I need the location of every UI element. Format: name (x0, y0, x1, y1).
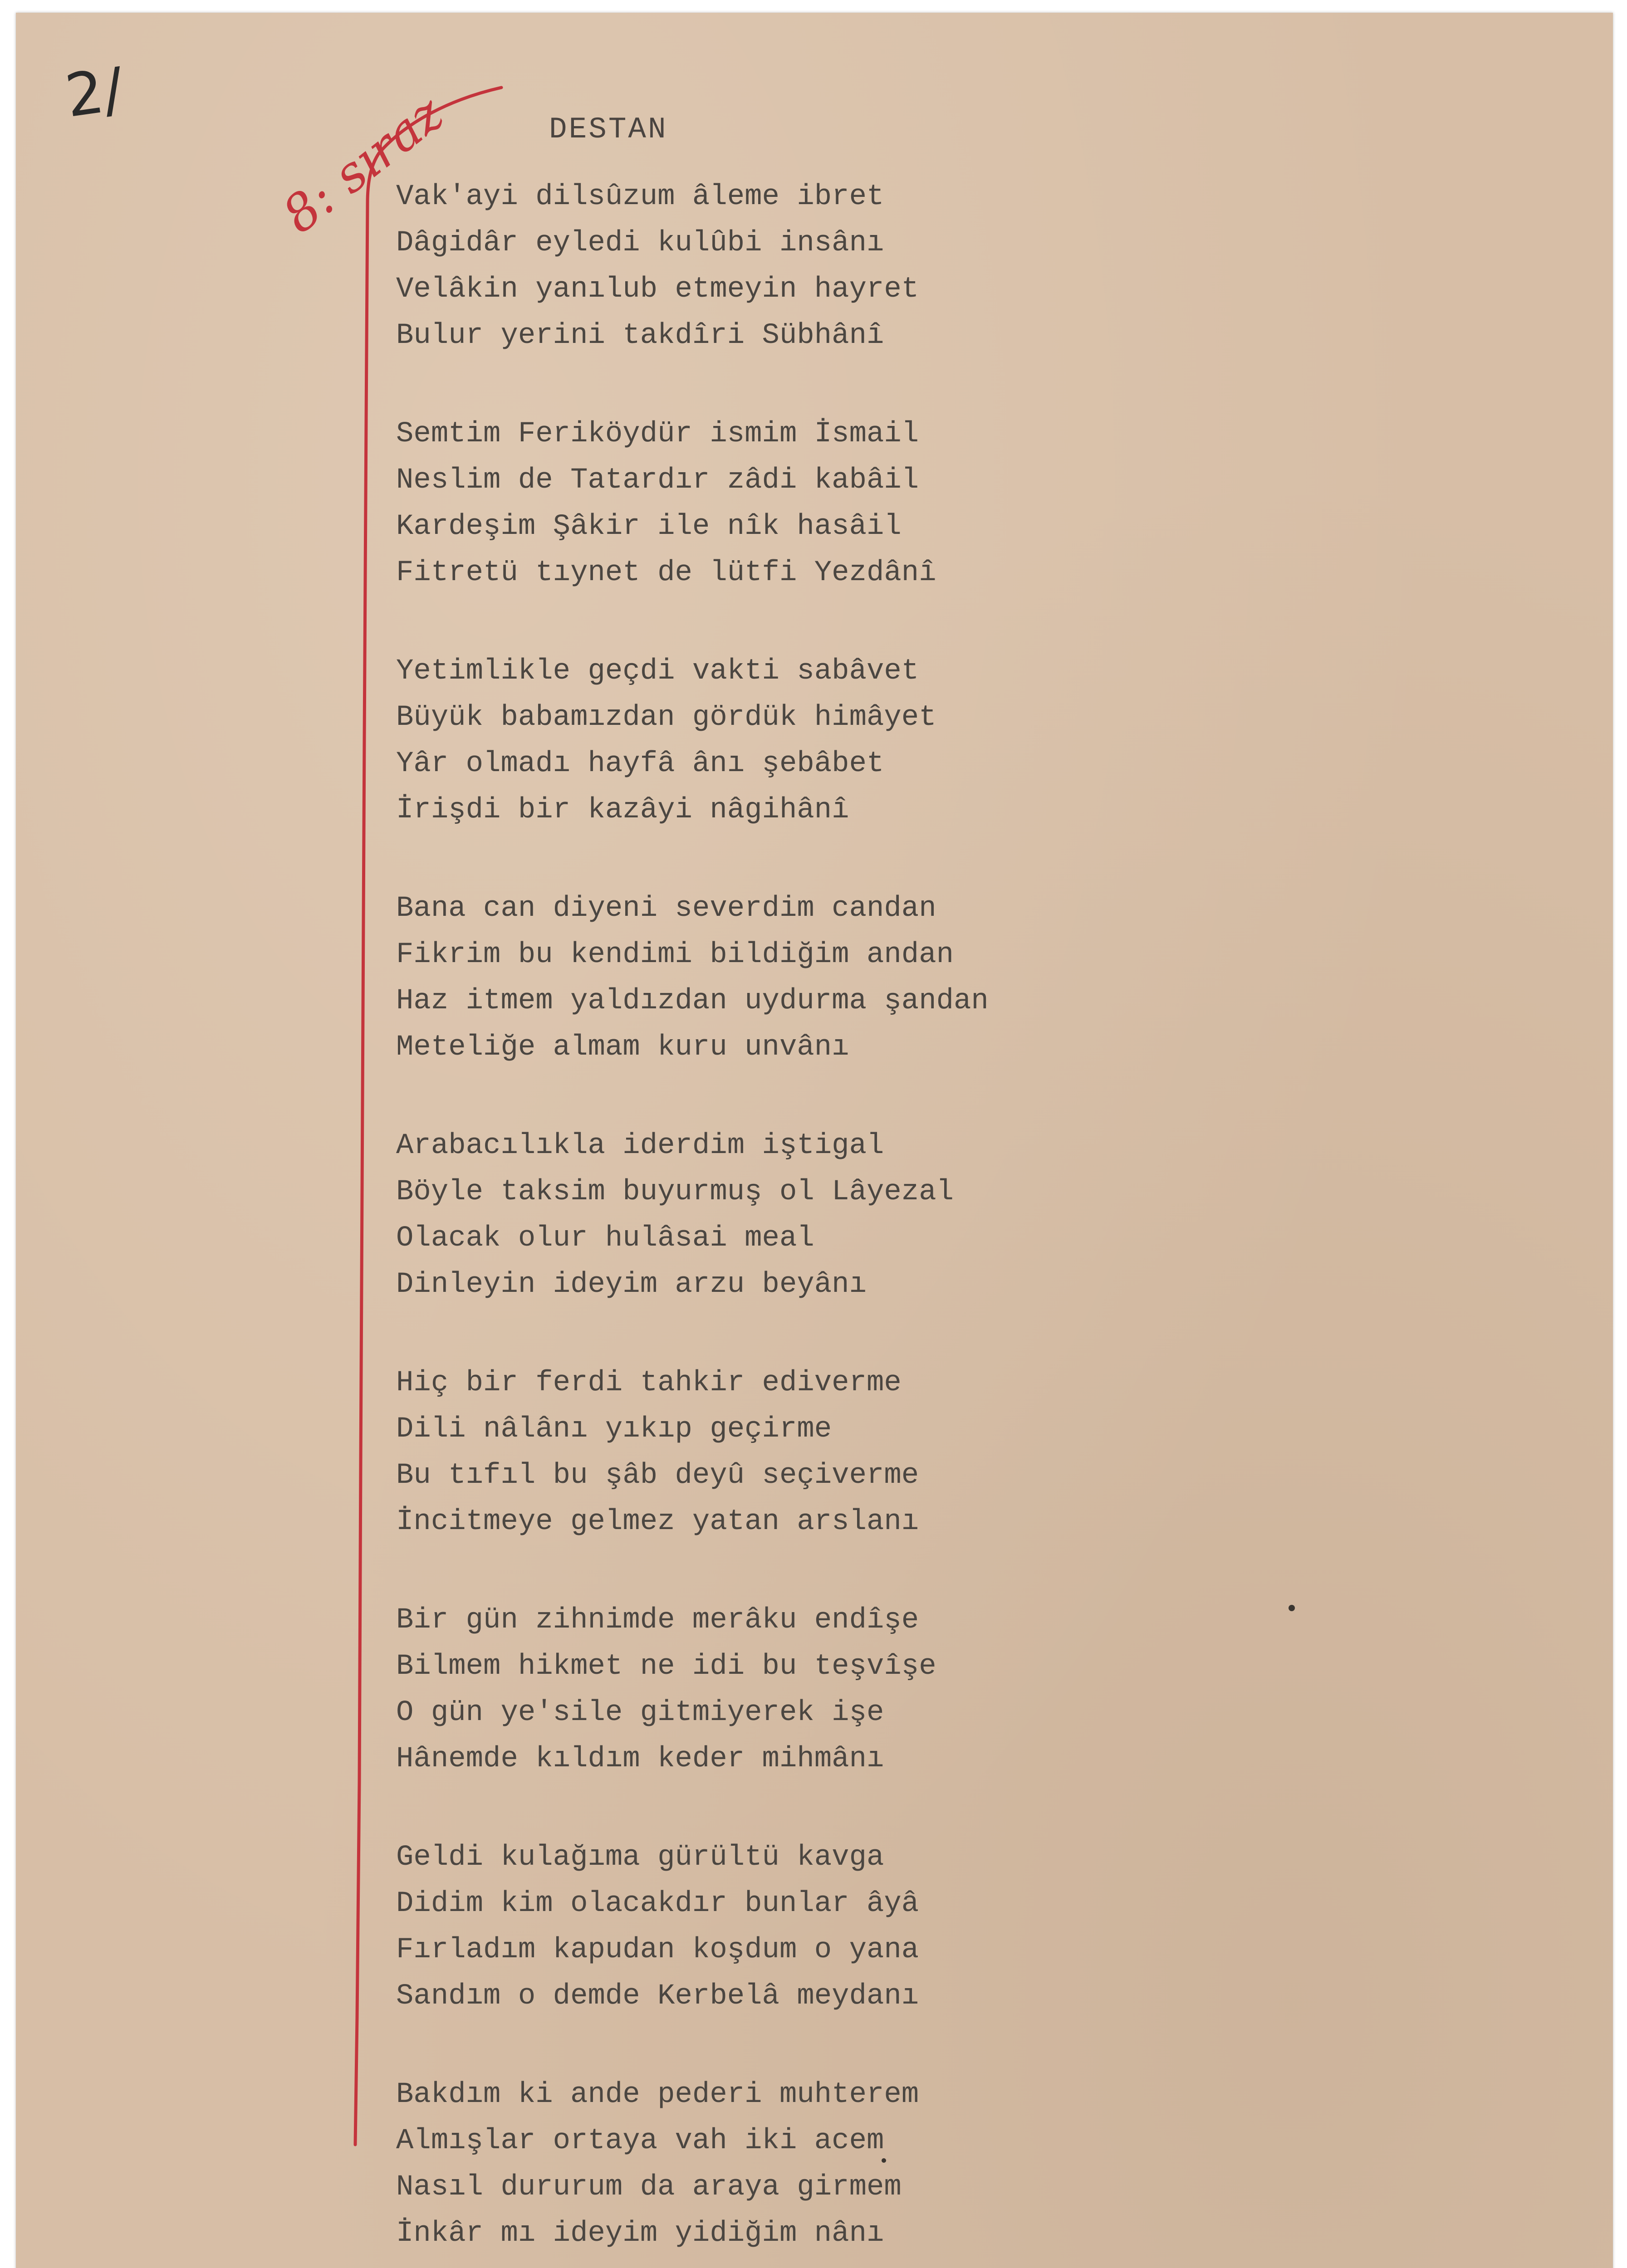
verse-line: Neslim de Tatardır zâdi kabâil (396, 464, 919, 497)
page-number: 2/ (61, 54, 128, 131)
stanza (396, 1123, 1485, 1308)
verse-line: Büyük babamızdan gördük himâyet (396, 701, 936, 734)
stanza (396, 648, 1485, 833)
verse-line: Bana can diyeni severdim candan (396, 892, 936, 925)
verse-line: Fikrim bu kendimi bildiğim andan (396, 938, 954, 971)
ink-speck (1289, 1605, 1295, 1611)
verse-line: İrişdi bir kazâyi nâgihânî (396, 794, 849, 826)
verse-line: Didim kim olacakdır bunlar âyâ (396, 1887, 919, 1920)
verse-line: Dili nâlânı yıkıp geçirme (396, 1413, 832, 1446)
verse-line: Böyle taksim buyurmuş ol Lâyezal (396, 1176, 954, 1208)
verse-line: Bu tıfıl bu şâb deyû seçiverme (396, 1459, 919, 1492)
verse-line: Bakdım ki ande pederi muhterem (396, 2078, 919, 2111)
stanza (396, 1360, 1485, 1545)
stanza (396, 1834, 1485, 2019)
verse-line: Hânemde kıldım keder mihmânı (396, 1743, 884, 1775)
stanza (396, 2072, 1485, 2257)
paper-sheet (16, 13, 1613, 2268)
margin-note: 8: sıraz (272, 84, 454, 244)
stanza (396, 1597, 1485, 1782)
verse-line: Haz itmem yaldızdan uydurma şandan (396, 985, 989, 1017)
verse-line: Nasıl dururum da araya girmem (396, 2171, 902, 2204)
verse-line: Geldi kulağıma gürültü kavga (396, 1841, 884, 1874)
verse-line: O gün ye'sile gitmiyerek işe (396, 1696, 884, 1729)
verse-line: Bulur yerini takdîri Sübhânî (396, 319, 884, 352)
verse-line: Yâr olmadı hayfâ ânı şebâbet (396, 748, 884, 780)
verse-line: Bir gün zihnimde merâku endîşe (396, 1604, 919, 1637)
verse-line: Fırladım kapudan koşdum o yana (396, 1934, 919, 1966)
verse-line: Sandım o demde Kerbelâ meydanı (396, 1980, 919, 2013)
stanza (396, 885, 1485, 1070)
verse-line: Semtim Feriköydür ismim İsmail (396, 418, 919, 450)
ink-speck (882, 2158, 886, 2163)
verse-line: İncitmeye gelmez yatan arslanı (396, 1505, 919, 1538)
verse-line: Dinleyin ideyim arzu beyânı (396, 1268, 867, 1301)
verse-line: Yetimlikle geçdi vakti sabâvet (396, 655, 919, 688)
verse-line: Fitretü tıynet de lütfi Yezdânî (396, 557, 936, 589)
verse-line: Olacak olur hulâsai meal (396, 1222, 814, 1255)
verse-line: Vak'ayi dilsûzum âleme ibret (396, 181, 884, 213)
verse-line: Kardeşim Şâkir ile nîk hasâil (396, 510, 902, 543)
verse-line: Almışlar ortaya vah iki acem (396, 2125, 884, 2157)
verse-line: Dâgidâr eyledi kulûbi insânı (396, 227, 884, 259)
document-title: DESTAN (549, 112, 668, 147)
stanza (396, 174, 1485, 359)
verse-line: Hiç bir ferdi tahkir ediverme (396, 1367, 902, 1399)
stanza (396, 411, 1485, 596)
verse-line: Velâkin yanılub etmeyin hayret (396, 273, 919, 306)
poem-body (396, 174, 1485, 2268)
verse-line: İnkâr mı ideyim yidiğim nânı (396, 2217, 884, 2250)
verse-line: Meteliğe almam kuru unvânı (396, 1031, 849, 1064)
verse-line: Bilmem hikmet ne idi bu teşvîşe (396, 1650, 936, 1683)
verse-line: Arabacılıkla iderdim iştigal (396, 1129, 884, 1162)
